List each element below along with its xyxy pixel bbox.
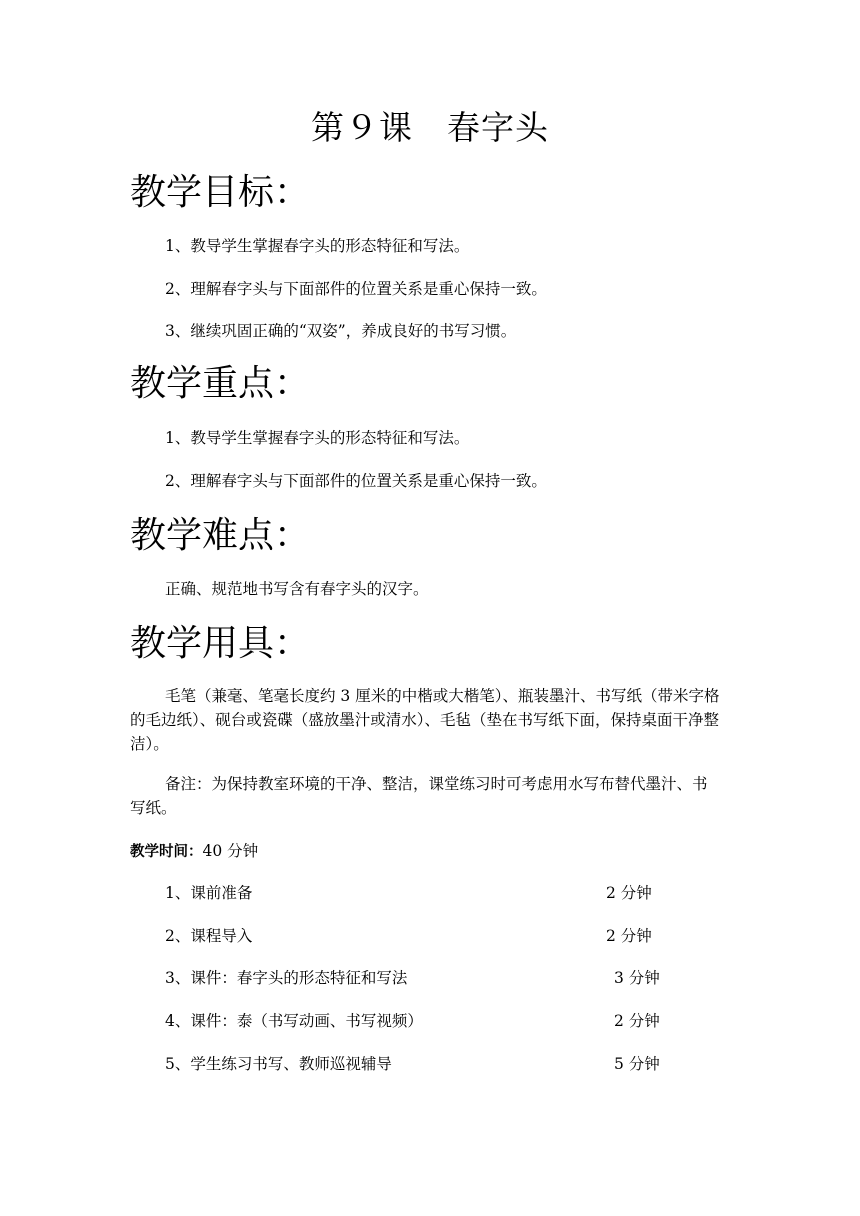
schedule-item: 4、课件：泰（书写动画、书写视频） [165,1012,423,1030]
difficulties-heading: 教学难点： [130,515,311,556]
schedule-item: 3、课件：春字头的形态特征和写法 [165,969,408,987]
schedule-duration: 2 分钟 [606,884,652,902]
tools-note: 备注：为保持教室环境的干净、整洁，课堂练习时可考虑用水写布替代墨汁、书写纸。 [130,775,708,817]
schedule-item: 5、学生练习书写、教师巡视辅导 [165,1055,392,1073]
tools-paragraph: 毛笔（兼毫、笔毫长度约 3 厘米的中楷或大楷笔）、瓶装墨汁、书写纸（带米字格的毛边纸）、砚台或瓷碟（盛放墨汁或清水）、毛毡（垫在书写纸下面，保持桌面干净整洁）。 [130,687,720,753]
teaching-time-value: 40 分钟 [202,842,259,860]
schedule-duration: 3 分钟 [614,969,660,987]
tools-heading: 教学用具： [130,623,311,664]
schedule-row-5 [165,1053,665,1075]
goals-heading: 教学目标： [130,172,311,213]
schedule-row-3 [165,967,665,989]
difficulties-text: 正确、规范地书写含有春字头的汉字。 [165,580,429,598]
lesson-title: 第９课 春字头 [311,108,549,147]
schedule-row-2 [165,925,665,947]
goals-item-1: 1、教导学生掌握春字头的形态特征和写法。 [165,237,470,255]
schedule-row-4 [165,1010,665,1032]
key-points-item-2: 2、理解春字头与下面部件的位置关系是重心保持一致。 [165,472,547,490]
schedule-duration: 5 分钟 [614,1055,660,1073]
teaching-time-label: 教学时间： [130,844,203,860]
schedule-item: 1、课前准备 [165,884,253,902]
schedule-row-1 [165,882,665,904]
key-points-heading: 教学重点： [130,363,311,404]
schedule-duration: 2 分钟 [614,1012,660,1030]
key-points-item-1: 1、教导学生掌握春字头的形态特征和写法。 [165,429,470,447]
goals-item-3: 3、继续巩固正确的“双姿”，养成良好的书写习惯。 [165,322,517,340]
goals-item-2: 2、理解春字头与下面部件的位置关系是重心保持一致。 [165,280,547,298]
teaching-time [130,840,258,863]
schedule-item: 2、课程导入 [165,927,253,945]
schedule-duration: 2 分钟 [606,927,652,945]
